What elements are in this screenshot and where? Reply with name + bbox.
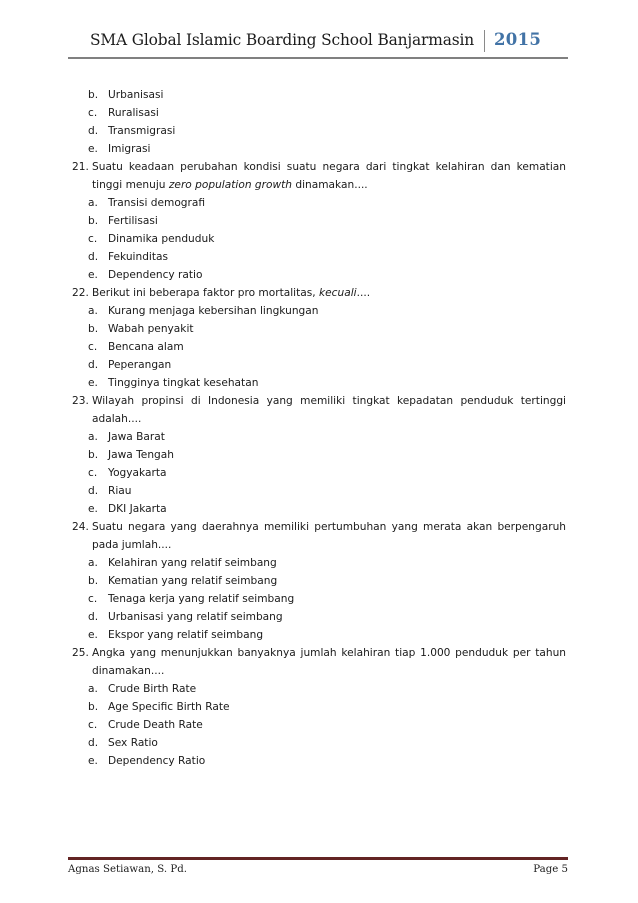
footer-rule [68, 857, 568, 860]
option-text: Yogyakarta [108, 467, 167, 479]
question-number: 23. [72, 395, 89, 407]
answer-option[interactable] [72, 86, 566, 104]
option-letter: e. [88, 629, 98, 641]
option-letter: b. [88, 215, 99, 227]
option-text: Transmigrasi [108, 125, 176, 137]
option-text: Transisi demografi [108, 197, 206, 209]
question-text: Angka yang menunjukkan banyaknya jumlah kelahiran tiap 1.000 penduduk per tahun dinamakan.... [92, 647, 566, 677]
option-text: Jawa Barat [108, 431, 165, 443]
option-text: Dinamika penduduk [108, 233, 215, 245]
option-letter: c. [88, 719, 98, 731]
option-text: Urbanisasi yang relatif seimbang [108, 611, 283, 623]
option-letter: b. [88, 323, 99, 335]
header-year: 2015 [494, 30, 542, 49]
option-text: Ekspor yang relatif seimbang [108, 629, 264, 641]
option-letter: b. [88, 449, 99, 461]
answer-option[interactable] [72, 698, 566, 716]
option-text: Kurang menjaga kebersihan lingkungan [108, 305, 319, 317]
option-text: Sex Ratio [108, 737, 158, 749]
option-letter: a. [88, 557, 98, 569]
page-footer [68, 857, 568, 875]
option-letter: c. [88, 233, 98, 245]
question-text: Wilayah propinsi di Indonesia yang memiliki tingkat kepadatan penduduk tertinggi adalah.... [92, 395, 566, 425]
page-header [68, 30, 568, 59]
option-text: DKI Jakarta [108, 503, 167, 515]
question-list [72, 86, 566, 770]
option-text: Kematian yang relatif seimbang [108, 575, 278, 587]
option-text: Tingginya tingkat kesehatan [108, 377, 259, 389]
answer-option[interactable] [72, 374, 566, 392]
option-text: Kelahiran yang relatif seimbang [108, 557, 277, 569]
question-text: Suatu negara yang daerahnya memiliki pertumbuhan yang merata akan berpengaruh pada jumlah.... [92, 521, 566, 551]
footer-page-number: Page 5 [533, 864, 568, 875]
option-text: Crude Death Rate [108, 719, 203, 731]
answer-option[interactable] [72, 104, 566, 122]
answer-option[interactable] [72, 464, 566, 482]
option-text: Imigrasi [108, 143, 151, 155]
option-text: Riau [108, 485, 132, 497]
option-text: Ruralisasi [108, 107, 159, 119]
question-number: 25. [72, 647, 89, 659]
option-text: Age Specific Birth Rate [108, 701, 230, 713]
option-letter: e. [88, 269, 98, 281]
option-letter: d. [88, 251, 99, 263]
option-letter: d. [88, 125, 99, 137]
answer-option[interactable] [72, 122, 566, 140]
question-text: Berikut ini beberapa faktor pro mortalitas, kecuali.... [92, 287, 371, 299]
option-letter: d. [88, 737, 99, 749]
option-letter: a. [88, 683, 98, 695]
question-item [72, 392, 566, 428]
option-letter: c. [88, 593, 98, 605]
answer-option[interactable] [72, 590, 566, 608]
option-text: Peperangan [108, 359, 172, 371]
answer-option[interactable] [72, 554, 566, 572]
option-letter: a. [88, 305, 98, 317]
answer-option[interactable] [72, 500, 566, 518]
option-text: Bencana alam [108, 341, 184, 353]
answer-option[interactable] [72, 446, 566, 464]
answer-option[interactable] [72, 680, 566, 698]
school-name: SMA Global Islamic Boarding School Banjarmasin [90, 31, 475, 49]
question-emphasis: kecuali [319, 287, 357, 299]
answer-option[interactable] [72, 338, 566, 356]
option-text: Urbanisasi [108, 89, 164, 101]
option-letter: a. [88, 197, 98, 209]
header-row [68, 30, 568, 55]
question-item [72, 644, 566, 680]
answer-option[interactable] [72, 248, 566, 266]
footer-row [68, 864, 568, 875]
option-letter: e. [88, 143, 98, 155]
option-letter: b. [88, 701, 99, 713]
option-letter: c. [88, 107, 98, 119]
option-text: Tenaga kerja yang relatif seimbang [108, 593, 295, 605]
question-text: Suatu keadaan perubahan kondisi suatu negara dari tingkat kelahiran dan kematian tinggi menuju zero population growth dinamakan.... [92, 161, 566, 191]
option-letter: e. [88, 503, 98, 515]
answer-option[interactable] [72, 482, 566, 500]
answer-option[interactable] [72, 320, 566, 338]
option-text: Dependency ratio [108, 269, 203, 281]
option-letter: d. [88, 359, 99, 371]
answer-option[interactable] [72, 194, 566, 212]
option-letter: d. [88, 611, 99, 623]
answer-option[interactable] [72, 572, 566, 590]
option-text: Dependency Ratio [108, 755, 206, 767]
option-text: Jawa Tengah [108, 449, 174, 461]
option-letter: b. [88, 89, 99, 101]
answer-option[interactable] [72, 428, 566, 446]
footer-author: Agnas Setiawan, S. Pd. [68, 864, 187, 875]
option-text: Fekuinditas [108, 251, 169, 263]
answer-option[interactable] [72, 716, 566, 734]
option-letter: c. [88, 341, 98, 353]
answer-option[interactable] [72, 266, 566, 284]
question-number: 22. [72, 287, 89, 299]
question-item [72, 518, 566, 554]
option-letter: c. [88, 467, 98, 479]
option-letter: e. [88, 377, 98, 389]
answer-option[interactable] [72, 608, 566, 626]
option-letter: b. [88, 575, 99, 587]
question-number: 24. [72, 521, 89, 533]
option-letter: d. [88, 485, 99, 497]
option-letter: e. [88, 755, 98, 767]
answer-option[interactable] [72, 626, 566, 644]
question-emphasis: zero population growth [168, 179, 292, 191]
answer-option[interactable] [72, 212, 566, 230]
question-number: 21. [72, 161, 89, 173]
answer-option[interactable] [72, 140, 566, 158]
header-divider [484, 30, 485, 52]
question-item [72, 158, 566, 194]
answer-option[interactable] [72, 752, 566, 770]
answer-option[interactable] [72, 302, 566, 320]
option-letter: a. [88, 431, 98, 443]
header-rule [68, 57, 568, 59]
option-text: Fertilisasi [108, 215, 158, 227]
option-text: Crude Birth Rate [108, 683, 197, 695]
option-text: Wabah penyakit [108, 323, 194, 335]
answer-option[interactable] [72, 230, 566, 248]
answer-option[interactable] [72, 734, 566, 752]
answer-option[interactable] [72, 356, 566, 374]
question-item [72, 284, 566, 302]
